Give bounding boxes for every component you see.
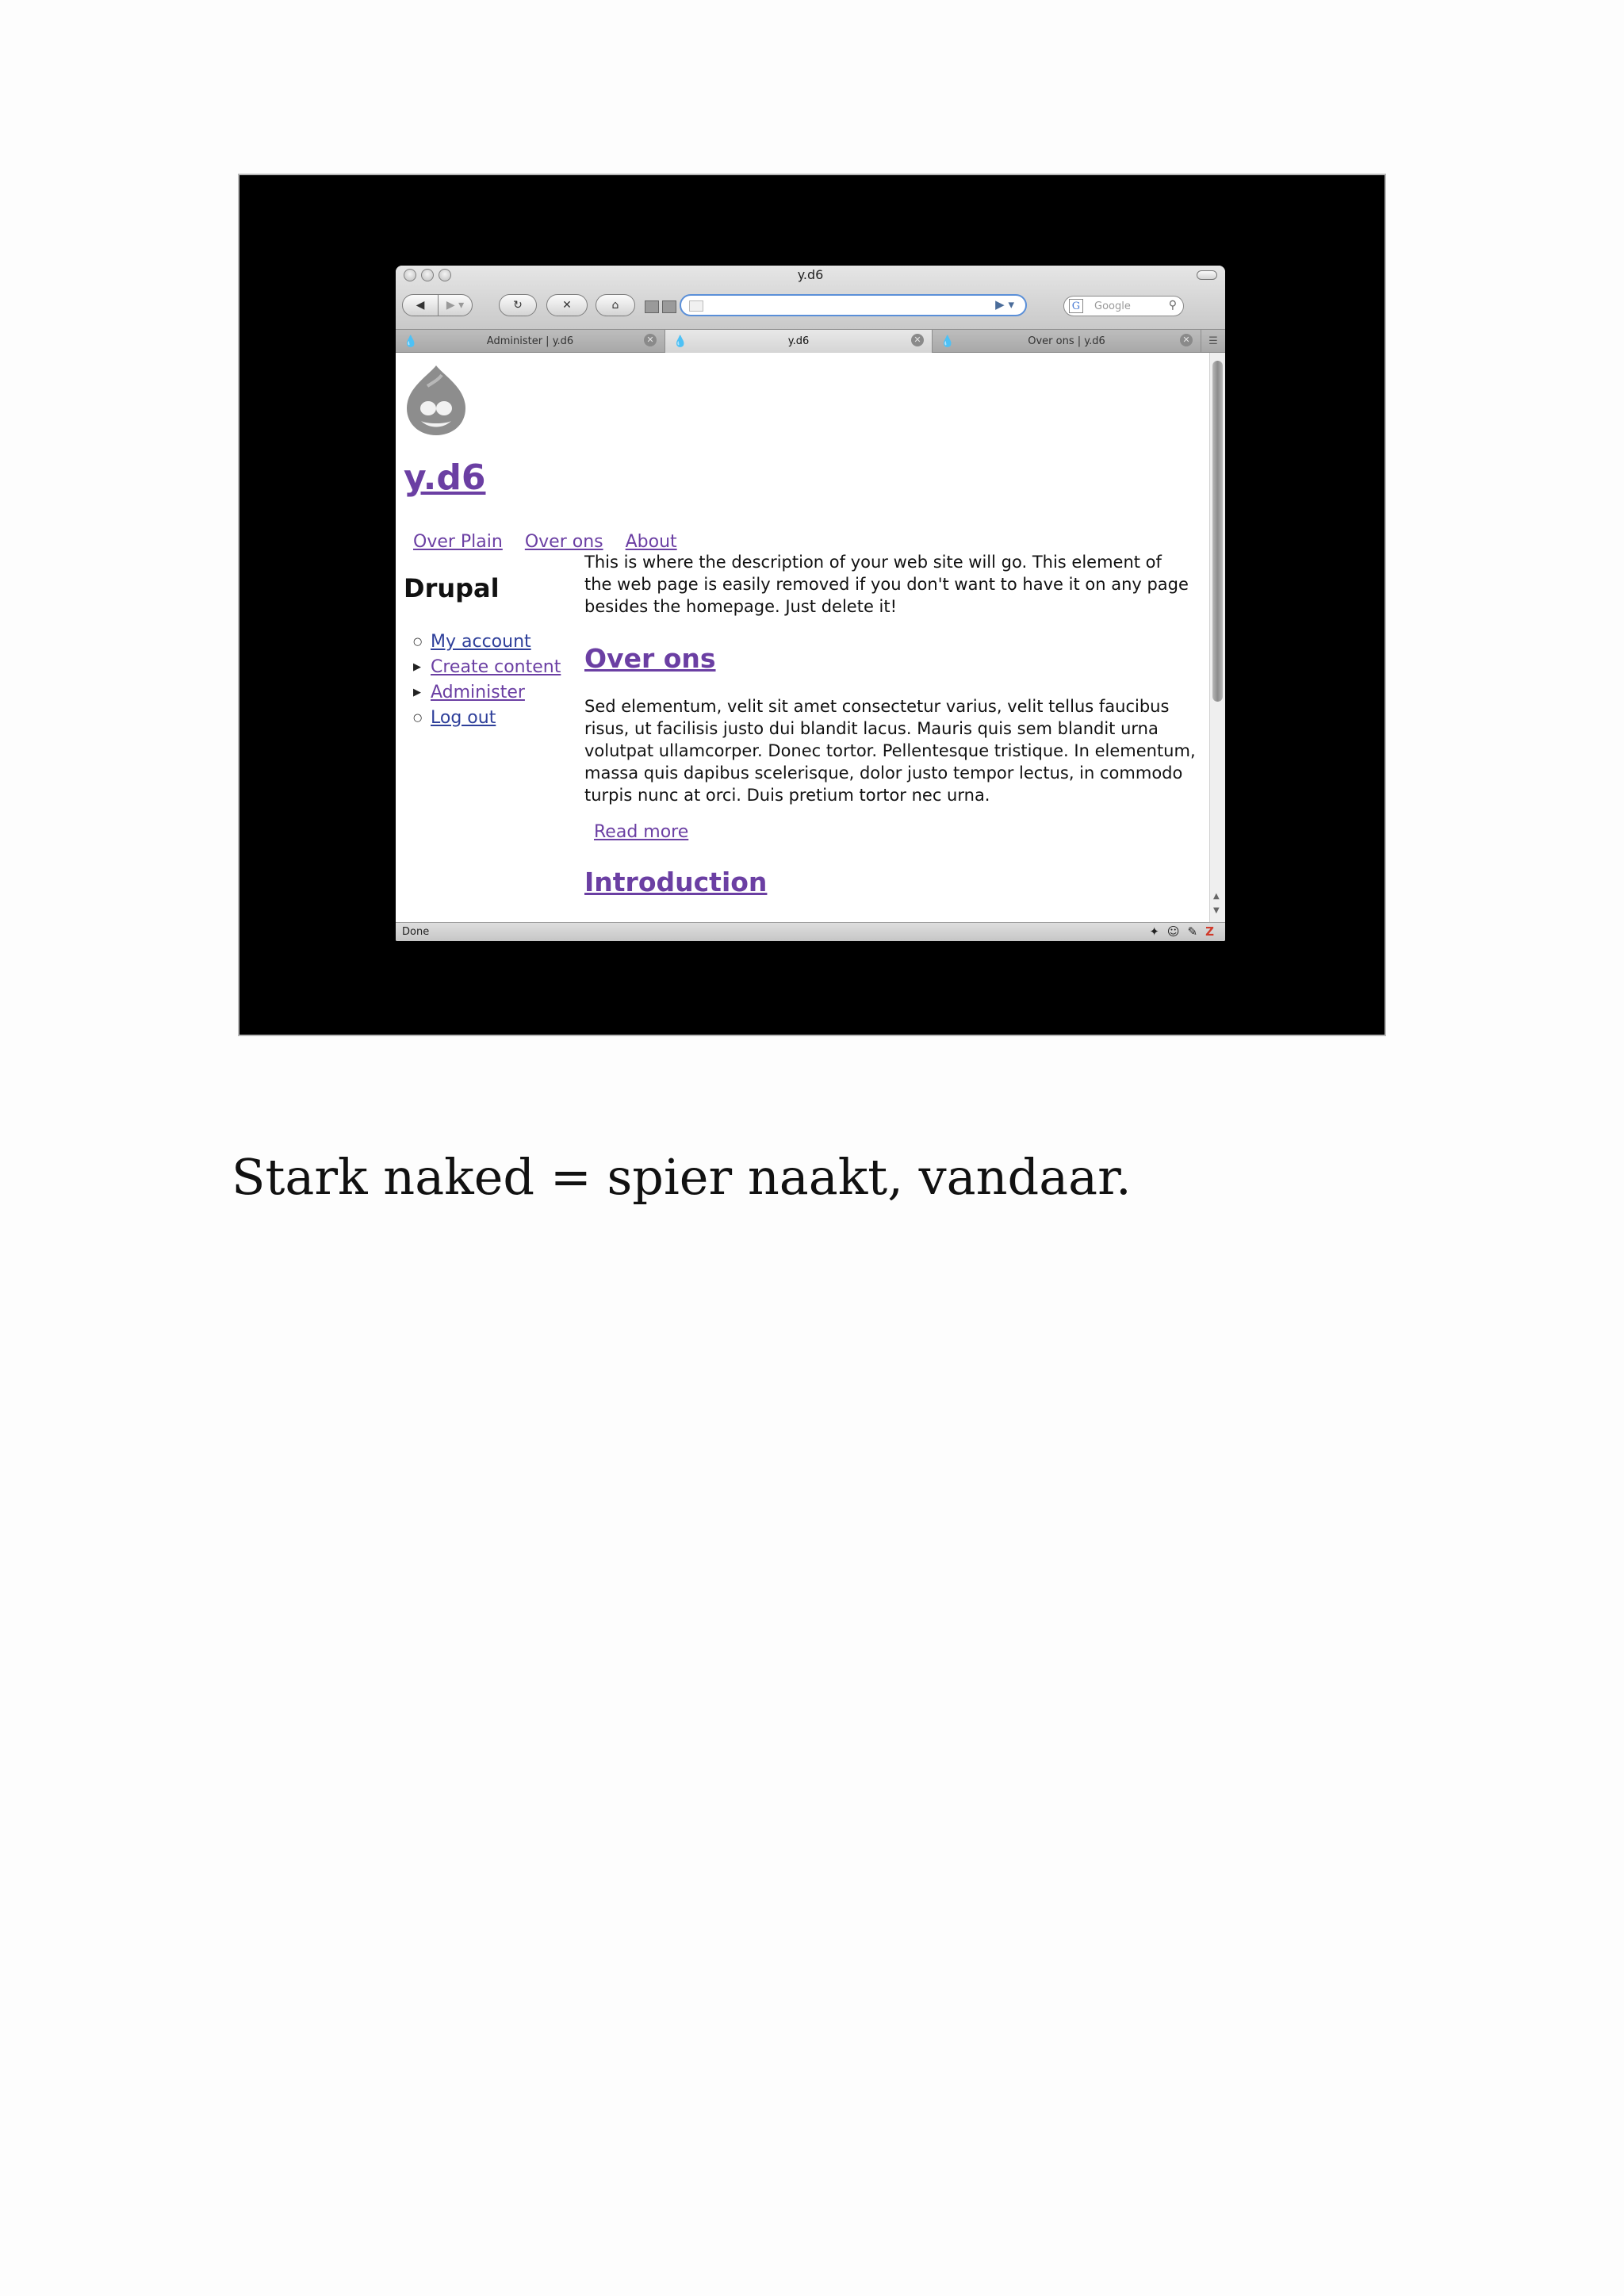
page-icon [689, 300, 703, 312]
tab-home[interactable] [665, 330, 933, 353]
my-account-link[interactable]: My account [431, 631, 531, 652]
node-body: Sed elementum, velit sit amet consectetur varius, velit tellus faucibus risus, ut facilisis justo dui blandit lacus. Mauris quis sem blandit urna volutpat ullamcorper. Donec tortor. Pellentesque tristique. In elementum, massa quis dapibus scelerisque, dolor justo tempor lectus, in commodo turpis nunc at orci. Duis pretium tortor nec urna. [584, 697, 1196, 805]
tab-over-ons[interactable] [933, 330, 1201, 353]
go-arrow-icon[interactable]: ▶ ▾ [995, 297, 1014, 312]
back-button[interactable] [402, 294, 439, 316]
nav-item-log-out [413, 705, 561, 730]
drupal-favicon-icon: 💧 [673, 335, 688, 348]
primary-link-over-plain[interactable]: Over Plain [413, 532, 503, 552]
primary-link-over-ons[interactable]: Over ons [524, 532, 603, 552]
scroll-up-icon[interactable]: ▲ [1213, 892, 1220, 901]
node-title-introduction[interactable]: Introduction [584, 867, 768, 897]
edit-icon[interactable]: ✎ [1187, 924, 1198, 939]
site-mission: This is where the description of your web site will go. This element of the web page is easily removed if you don't want to have it on any page besides the homepage. Just delete it! [584, 553, 1189, 616]
slide [238, 174, 1386, 1036]
user-navigation [413, 629, 561, 730]
home-button[interactable] [596, 294, 635, 316]
tab-list-icon[interactable]: ☰ [1208, 335, 1218, 347]
page-content [396, 353, 1209, 922]
home-icon: ⌂ [611, 299, 619, 312]
slide-caption: Stark naked = spier naakt, vandaar. [232, 1148, 1132, 1206]
drupal-favicon-icon: 💧 [940, 335, 955, 348]
firebug-icon[interactable]: ☺ [1166, 924, 1180, 939]
search-icon[interactable]: ⚲ [1168, 299, 1177, 312]
scrollbar-thumb[interactable] [1212, 361, 1223, 702]
nav-item-create-content [413, 654, 561, 679]
sidebar-title: Drupal [404, 573, 500, 603]
tab-label: Over ons | y.d6 [1028, 335, 1105, 347]
tab-label: y.d6 [787, 335, 810, 347]
search-box[interactable] [1063, 296, 1184, 316]
browser-window [396, 266, 1225, 941]
close-tab-icon[interactable]: ✕ [911, 334, 924, 346]
status-icons [1149, 924, 1214, 939]
forward-button[interactable] [438, 294, 473, 316]
browser-chrome [396, 266, 1225, 329]
stop-icon: ✕ [562, 299, 572, 312]
history-icon[interactable] [662, 300, 676, 313]
scroll-down-icon[interactable]: ▼ [1213, 906, 1220, 915]
vertical-scrollbar[interactable] [1209, 353, 1225, 922]
primary-link-about[interactable]: About [625, 532, 677, 552]
tab-bar [396, 329, 1225, 353]
administer-link[interactable]: Administer [431, 682, 525, 702]
reload-button[interactable] [499, 294, 537, 316]
close-tab-icon[interactable]: ✕ [644, 334, 657, 346]
forward-arrow-icon: ▶ ▾ [446, 299, 465, 312]
circle-bullet-icon: ○ [413, 711, 423, 724]
log-out-link[interactable]: Log out [431, 707, 496, 728]
toolbar-toggle-button[interactable] [1197, 270, 1217, 280]
navigation-toolbar [402, 294, 1219, 318]
reload-icon: ↻ [513, 299, 523, 312]
node-title-over-ons[interactable]: Over ons [584, 643, 716, 674]
window-title: y.d6 [797, 267, 824, 282]
circle-bullet-icon: ○ [413, 635, 423, 648]
puzzle-icon[interactable]: ✦ [1149, 924, 1159, 939]
tab-label: Administer | y.d6 [486, 335, 574, 347]
drupal-logo-icon[interactable] [404, 362, 469, 438]
zotero-icon[interactable]: Z [1205, 924, 1214, 939]
search-placeholder: Google [1094, 300, 1131, 312]
drupal-favicon-icon: 💧 [404, 335, 418, 348]
primary-links [413, 532, 677, 552]
google-icon[interactable]: G [1069, 299, 1083, 313]
stop-button[interactable] [546, 294, 588, 316]
nav-item-administer [413, 679, 561, 705]
collapsed-arrow-icon: ▶ [413, 686, 421, 698]
back-arrow-icon: ◀ [416, 299, 425, 312]
create-content-link[interactable]: Create content [431, 656, 561, 677]
address-bar[interactable] [680, 294, 1027, 316]
site-name-link[interactable]: y.d6 [404, 457, 486, 498]
tab-administer[interactable] [396, 330, 665, 353]
read-more-link[interactable]: Read more [594, 822, 689, 842]
status-text: Done [402, 926, 430, 938]
nav-item-my-account [413, 629, 561, 654]
collapsed-arrow-icon: ▶ [413, 660, 421, 673]
close-tab-icon[interactable]: ✕ [1180, 334, 1193, 346]
bookmarks-icon[interactable] [645, 300, 659, 313]
status-bar [396, 922, 1225, 941]
